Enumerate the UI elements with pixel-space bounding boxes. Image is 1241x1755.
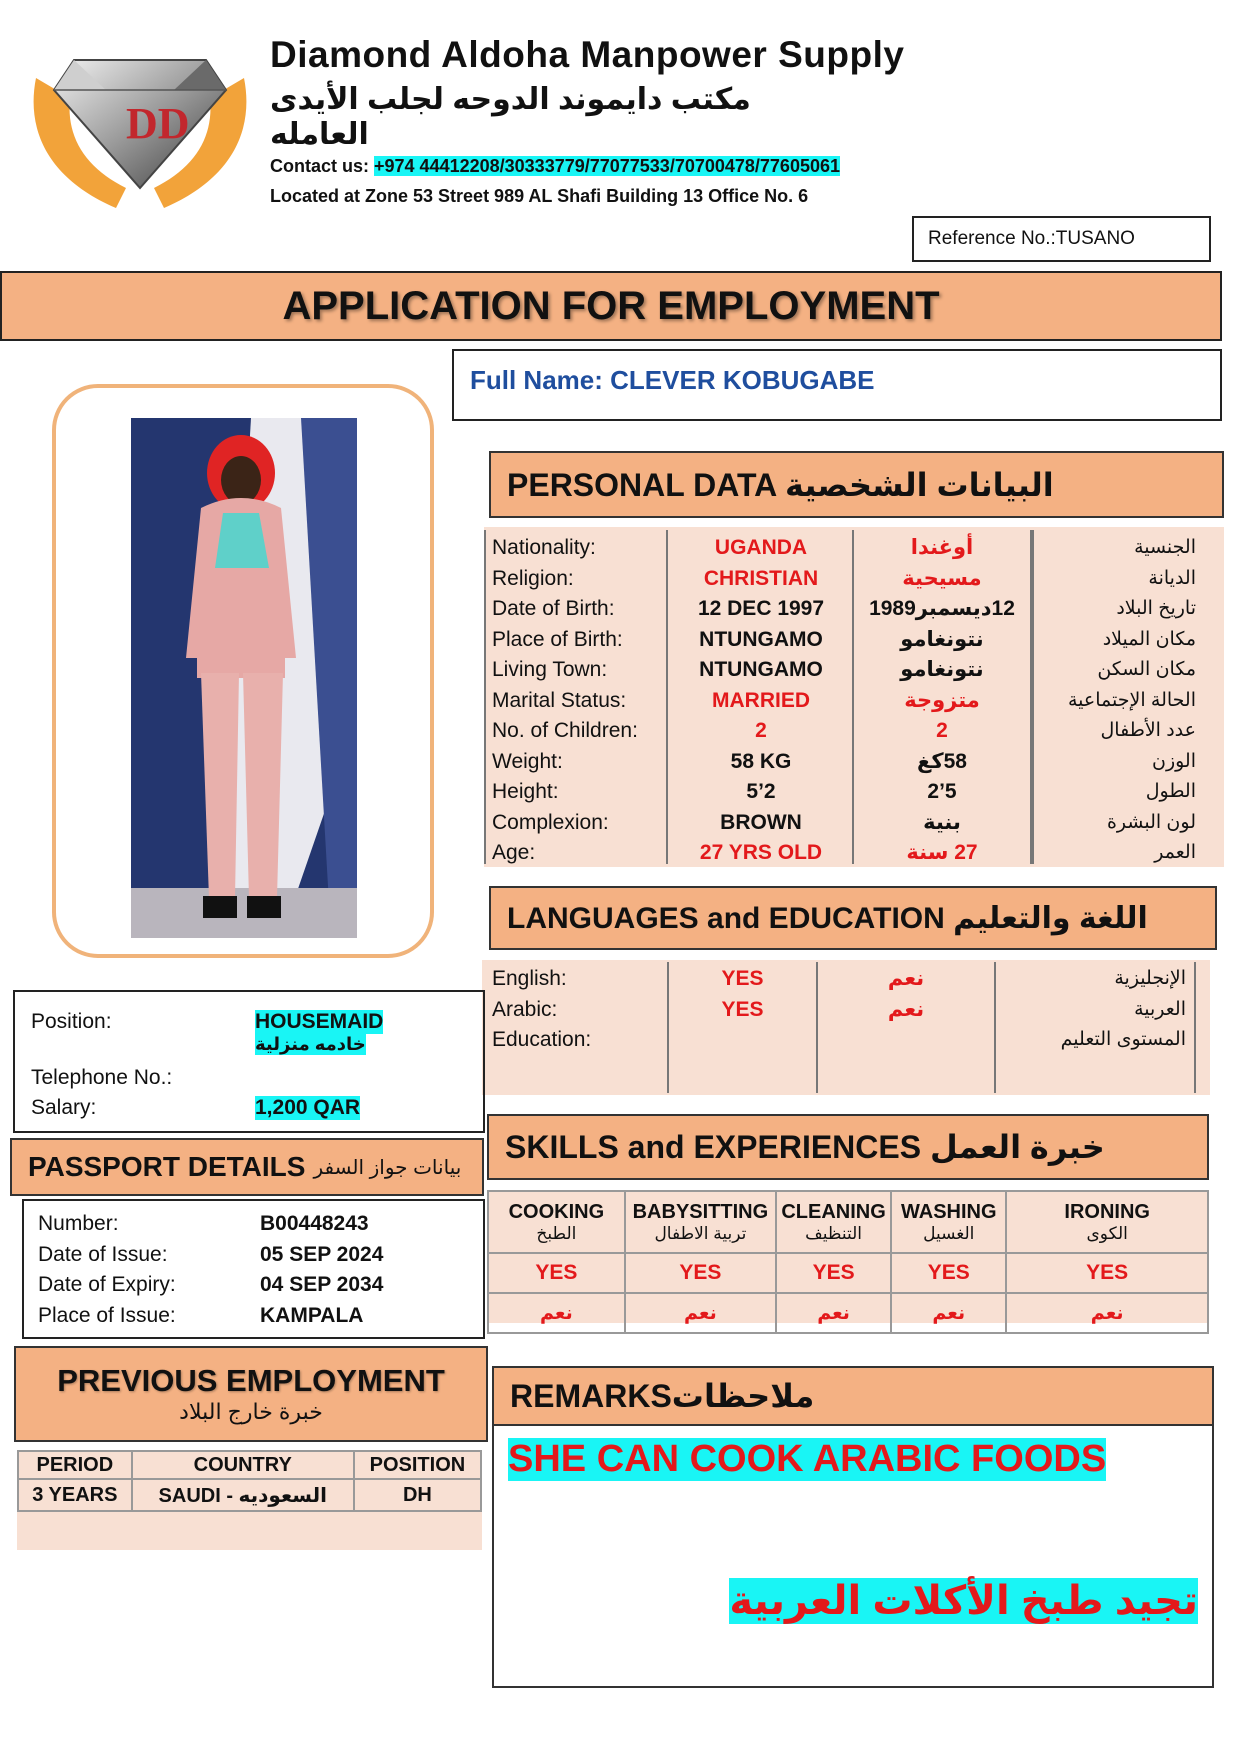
personal-data-value: 2 [755, 719, 767, 742]
personal-data-value-ar: أوغندا [910, 536, 974, 559]
personal-data-label-ar: العمر [1154, 842, 1196, 863]
language-value: YES [721, 967, 764, 990]
personal-data-label: Complexion: [492, 810, 609, 834]
page-title: APPLICATION FOR EMPLOYMENT [0, 271, 1222, 341]
contact-numbers: +974 44412208/30333779/77077533/70700478/77605061 [374, 156, 840, 176]
personal-data-label-ar: الجنسية [1134, 537, 1196, 558]
position-value-prev: DH [354, 1479, 481, 1511]
col-period: PERIOD [18, 1451, 132, 1479]
company-name-arabic: مكتب دايموند الدوحه لجلب الأيدى العامله [270, 83, 751, 151]
skill-name-ar: الطبخ [536, 1223, 577, 1243]
personal-data-label-ar: مكان السكن [1097, 659, 1196, 680]
photo-frame [52, 384, 434, 958]
remarks-text-en: SHE CAN COOK ARABIC FOODS [508, 1438, 1107, 1480]
personal-data-heading: PERSONAL DATA البيانات الشخصية [489, 451, 1224, 518]
position-box [13, 990, 485, 1133]
personal-data-value: 58 KG [730, 749, 792, 773]
skills-table [487, 1190, 1209, 1323]
salary-value: 1,200 QAR [255, 1096, 361, 1119]
personal-data-value-ar: 5’2 [927, 780, 957, 803]
skill-value: YES [1006, 1253, 1208, 1293]
skills-heading: SKILLS and EXPERIENCES خبرة العمل [487, 1114, 1209, 1180]
languages-heading: LANGUAGES and EDUCATION اللغة والتعليم [489, 886, 1217, 950]
passport-value: KAMPALA [260, 1303, 364, 1327]
personal-data-value-ar: 12ديسمبر1989 [869, 597, 1015, 620]
personal-data-label: Age: [492, 841, 536, 864]
personal-data-label-ar: لون البشرة [1106, 811, 1196, 833]
remarks-heading: REMARKSملاحظات [492, 1366, 1214, 1426]
passport-label: Number: [38, 1212, 119, 1235]
language-value-ar: نعم [887, 967, 925, 990]
skill-value: YES [776, 1253, 891, 1293]
personal-data-label-ar: الحالة الإجتماعية [1068, 689, 1196, 711]
skill-name: IRONING [1064, 1200, 1150, 1223]
personal-data-label-ar: الديانة [1148, 567, 1196, 589]
personal-data-label: Date of Birth: [492, 597, 615, 620]
skill-header [891, 1191, 1006, 1253]
col-country: COUNTRY [132, 1451, 354, 1479]
personal-data-value-ar: مسيحية [902, 566, 982, 590]
telephone-label: Telephone No.: [31, 1066, 173, 1089]
language-value-ar: نعم [887, 997, 925, 1021]
skill-name: BABYSITTING [632, 1200, 769, 1223]
col-position: POSITION [354, 1451, 481, 1479]
personal-data-value: 5’2 [746, 780, 776, 803]
passport-label: Date of Issue: [38, 1242, 168, 1266]
skill-value-ar: نعم [891, 1293, 1006, 1333]
passport-heading-ar: بيانات جواز السفر [313, 1156, 462, 1179]
personal-data-value-ar: نتونغامو [900, 658, 984, 681]
personal-data-value-ar: 27 سنة [906, 841, 978, 864]
skill-value: YES [891, 1253, 1006, 1293]
reference-number: Reference No.:TUSANO [912, 216, 1211, 262]
personal-data-value-ar: 2 [936, 719, 948, 742]
personal-data-value: 27 YRS OLD [699, 841, 823, 864]
previous-employment-title: PREVIOUS EMPLOYMENT [57, 1363, 445, 1398]
language-label-ar: الإنجليزية [1114, 968, 1186, 989]
company-name: Diamond Aldoha Manpower Supply [270, 34, 905, 75]
country-value: SAUDI - السعوديه [132, 1479, 354, 1511]
skill-value: YES [488, 1253, 625, 1293]
personal-data-label-ar: مكان الميلاد [1102, 628, 1196, 650]
skill-name: WASHING [900, 1200, 997, 1223]
personal-data-table [484, 527, 1224, 867]
language-value-ar [818, 1025, 994, 1053]
personal-data-label-ar: الوزن [1151, 750, 1196, 772]
passport-value: B00448243 [260, 1212, 369, 1235]
previous-employment-title-ar: خبرة خارج البلاد [179, 1399, 323, 1424]
company-logo [26, 38, 254, 214]
personal-data-value: BROWN [720, 810, 802, 834]
position-value: HOUSEMAID [255, 1010, 384, 1033]
personal-data-value-ar: بنية [923, 810, 961, 834]
salary-label: Salary: [31, 1096, 97, 1119]
passport-value: 05 SEP 2024 [260, 1242, 384, 1266]
language-label: English: [492, 967, 567, 990]
personal-data-label: Marital Status: [492, 688, 627, 712]
previous-employment-heading [14, 1346, 488, 1442]
personal-data-value: CHRISTIAN [703, 566, 819, 590]
personal-data-label: Height: [492, 780, 559, 803]
personal-data-value: 12 DEC 1997 [697, 597, 825, 620]
passport-details [22, 1199, 485, 1339]
personal-data-value: NTUNGAMO [699, 627, 823, 651]
skill-name: CLEANING [781, 1200, 886, 1223]
passport-heading-en: PASSPORT DETAILS [28, 1151, 306, 1182]
passport-heading [10, 1138, 484, 1196]
previous-employment-table [17, 1450, 482, 1550]
passport-label: Date of Expiry: [38, 1273, 176, 1296]
skill-name-ar: الغسيل [923, 1223, 975, 1243]
personal-data-value: MARRIED [712, 688, 810, 712]
language-value: YES [721, 997, 764, 1021]
position-value-arabic: خادمه منزلية [255, 1034, 366, 1054]
skill-name-ar: الكوى [1086, 1223, 1128, 1243]
skill-header [488, 1191, 625, 1253]
language-label: Arabic: [492, 997, 558, 1021]
personal-data-label-ar: عدد الأطفال [1100, 720, 1196, 741]
personal-data-label-ar: تاريخ البلاد [1116, 598, 1196, 619]
remarks-box [492, 1426, 1214, 1688]
personal-data-label-ar: الطول [1145, 781, 1196, 802]
skill-value-ar: نعم [625, 1293, 776, 1333]
personal-data-label: Place of Birth: [492, 627, 623, 651]
personal-data-label: Religion: [492, 566, 574, 590]
language-label-ar: المستوى التعليم [1060, 1029, 1186, 1050]
personal-data-value-ar: 58كغ [917, 749, 967, 773]
personal-data-value-ar: نتونغامو [900, 627, 984, 651]
skill-name-ar: تربية الاطفال [654, 1223, 747, 1243]
logo-letters: DD [126, 99, 190, 148]
personal-data-label: No. of Children: [492, 719, 638, 742]
language-label: Education: [492, 1028, 592, 1051]
skill-header [625, 1191, 776, 1253]
contact-line [270, 156, 840, 177]
full-name: Full Name: CLEVER KOBUGABE [452, 349, 1222, 421]
skill-value: YES [625, 1253, 776, 1293]
personal-data-label: Living Town: [492, 658, 608, 681]
skill-header [776, 1191, 891, 1253]
passport-value: 04 SEP 2034 [260, 1273, 384, 1296]
personal-data-value: UGANDA [714, 536, 808, 559]
skill-name-ar: التنظيف [805, 1223, 862, 1243]
address: Located at Zone 53 Street 989 AL Shafi Building 13 Office No. 6 [270, 186, 809, 206]
skill-value-ar: نعم [1006, 1293, 1208, 1333]
skill-header [1006, 1191, 1208, 1253]
passport-label: Place of Issue: [38, 1303, 176, 1327]
position-label: Position: [31, 1010, 112, 1033]
languages-table [482, 960, 1210, 1095]
skill-value-ar: نعم [488, 1293, 625, 1333]
language-label-ar: العربية [1134, 998, 1186, 1020]
skill-name: COOKING [508, 1200, 605, 1223]
personal-data-label: Nationality: [492, 536, 596, 559]
personal-data-label: Weight: [492, 749, 563, 773]
period-value: 3 YEARS [18, 1479, 132, 1511]
skill-value-ar: نعم [776, 1293, 891, 1333]
remarks-text-ar: تجيد طبخ الأكلات العربية [729, 1579, 1198, 1623]
language-value [669, 1025, 816, 1053]
contact-label: Contact us: [270, 156, 369, 176]
applicant-photo [131, 418, 357, 938]
personal-data-value-ar: متزوجة [904, 688, 980, 712]
personal-data-value: NTUNGAMO [699, 658, 823, 681]
